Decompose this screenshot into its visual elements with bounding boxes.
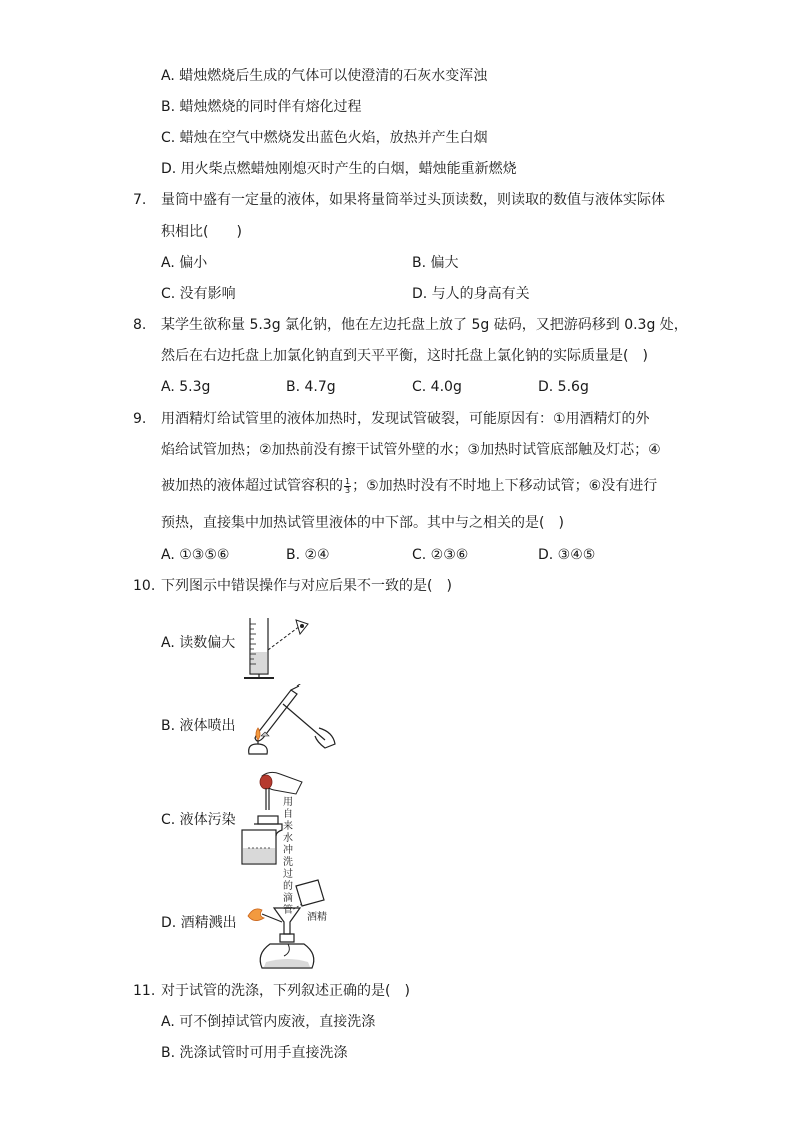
q8-number: 8.: [133, 317, 147, 333]
q8-option-b: B. 4.7g: [286, 379, 336, 395]
q10-number: 10.: [133, 578, 156, 594]
q7-stem-line2: 积相比( ): [161, 224, 242, 240]
test-tube-heating-figure: [243, 684, 339, 756]
q7-stem-line1: 量筒中盛有一定量的液体，如果将量筒举过头顶读数，则读取的数值与液体实际体: [161, 192, 665, 208]
q10-option-c: C. 液体污染: [161, 812, 236, 828]
q7-option-d: D. 与人的身高有关: [412, 286, 530, 302]
q8-stem-line1: 某学生欲称量 5.3g 氯化钠，他在左边托盘上放了 5g 砝码，又把游码移到 0.3g 处，: [161, 317, 688, 333]
q11-option-a: A. 可不倒掉试管内废液，直接洗涤: [161, 1014, 376, 1030]
q11-stem: 对于试管的洗涤，下列叙述正确的是( ): [161, 983, 410, 999]
q9-stem-line2: 焰给试管加热；②加热前没有擦干试管外壁的水；③加热时试管底部触及灯芯；④: [161, 442, 661, 458]
q9-option-a: A. ①③⑤⑥: [161, 547, 230, 563]
q9-stem-line4: 预热，直接集中加热试管里液体的中下部。其中与之相关的是( ): [161, 515, 564, 531]
q9-option-b: B. ②④: [286, 547, 330, 563]
q9-option-d: D. ③④⑤: [538, 547, 596, 563]
q9-number: 9.: [133, 411, 147, 427]
q10-option-d: D. 酒精溅出: [161, 915, 237, 931]
q7-number: 7.: [133, 192, 147, 208]
q9-stem-line3: [161, 476, 657, 496]
q10-stem: 下列图示中错误操作与对应后果不一致的是( ): [161, 578, 452, 594]
dropper-bottle-figure: [240, 768, 308, 868]
q9-stem-line3-b: ；⑤加热时没有不时地上下移动试管；⑥没有进行: [352, 478, 658, 494]
q9-stem-line1: 用酒精灯给试管里的液体加热时，发现试管破裂，可能原因有：①用酒精灯的外: [161, 411, 650, 427]
q6-option-a: A. 蜡烛燃烧后生成的气体可以使澄清的石灰水变浑浊: [161, 68, 488, 84]
q10-option-a: A. 读数偏大: [161, 635, 236, 651]
q7-option-b: B. 偏大: [412, 255, 459, 271]
q9-option-c: C. ②③⑥: [412, 547, 469, 563]
q10-option-b: B. 液体喷出: [161, 718, 236, 734]
q6-option-d: D. 用火柴点燃蜡烛刚熄灭时产生的白烟，蜡烛能重新燃烧: [161, 161, 517, 177]
q9-stem-line3-a: 被加热的液体超过试管容积的: [161, 478, 343, 494]
q8-option-a: A. 5.3g: [161, 379, 211, 395]
q6-option-c: C. 蜡烛在空气中燃烧发出蓝色火焰，放热并产生白烟: [161, 130, 488, 146]
q8-stem-line2: 然后在右边托盘上加氯化钠直到天平平衡，这时托盘上氯化钠的实际质量是( ): [161, 348, 648, 364]
q8-option-d: D. 5.6g: [538, 379, 589, 395]
graduated-cylinder-figure: [238, 612, 310, 682]
q11-option-b: B. 洗涤试管时可用手直接洗涤: [161, 1045, 348, 1061]
one-third-fraction: $\frac{1}{3}$: [345, 476, 351, 495]
alcohol-label: 酒精: [307, 912, 327, 923]
dropper-caption: 用自来水冲洗过的滴管: [283, 797, 293, 916]
q7-option-c: C. 没有影响: [161, 286, 236, 302]
q7-option-a: A. 偏小: [161, 255, 208, 271]
q11-number: 11.: [133, 983, 156, 999]
q8-option-c: C. 4.0g: [412, 379, 462, 395]
q6-option-b: B. 蜡烛燃烧的同时伴有熔化过程: [161, 99, 362, 115]
